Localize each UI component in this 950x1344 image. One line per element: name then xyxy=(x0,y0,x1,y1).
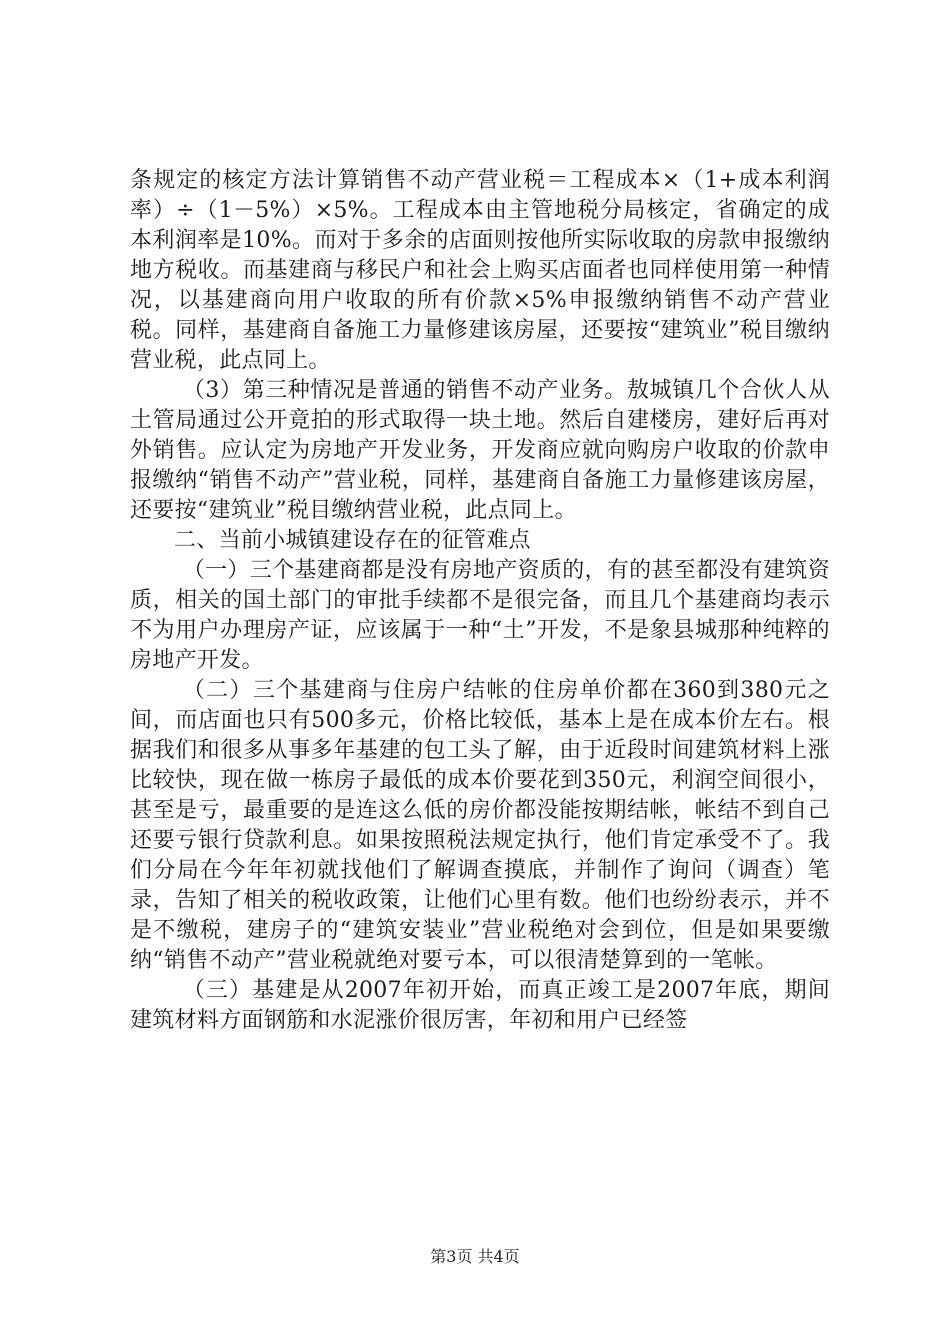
paragraph-difficulty-3: （三）基建是从2007年初开始，而真正竣工是2007年底，期间建筑材料方面钢筋和水泥涨价很厉害，年初和用户已经签 xyxy=(130,978,830,1033)
paragraph-difficulty-2: （二）三个基建商与住房户结帐的住房单价都在360到380元之间，而店面也只有500多元，价格比较低，基本上是在成本价左右。根据我们和很多从事多年基建的包工头了解，由于近段时间建筑材料上涨比较快，现在做一栋房子最低的成本价要花到350元，利润空间很小，甚至是亏，最重要的是连这么低的房价都没能按期结帐，帐结不到自己还要亏银行贷款利息。如果按照税法规定执行，他们肯定承受不了。我们分局在今年年初就找他们了解调查摸底，并制作了询问（调查）笔录，告知了相关的税收政策，让他们心里有数。他们也纷纷表示，并不是不缴税，建房子的“建筑安装业”营业税绝对会到位，但是如果要缴纳“销售不动产”营业税就绝对要亏本，可以很清楚算到的一笔帐。 xyxy=(130,678,830,973)
document-body xyxy=(130,166,830,1036)
paragraph-calculation: 条规定的核定方法计算销售不动产营业税＝工程成本×（1+成本利润率）÷（1－5%）×5%。工程成本由主管地税分局核定，省确定的成本利润率是10%。而对于多余的店面则按他所实际收取的房款申报缴纳地方税收。而基建商与移民户和社会上购买店面者也同样使用第一种情况，以基建商向用户收取的所有价款×5%申报缴纳销售不动产营业税。同样，基建商自备施工力量修建该房屋，还要按“建筑业”税目缴纳营业税，此点同上。 xyxy=(130,168,830,373)
paragraph-difficulty-1: （一）三个基建商都是没有房地产资质的，有的甚至都没有建筑资质，相关的国土部门的审批手续都不是很完备，而且几个基建商均表示不为用户办理房产证，应该属于一种“土”开发，不是象县城那种纯粹的房地产开发。 xyxy=(130,558,830,673)
section-heading-difficulties: 二、当前小城镇建设存在的征管难点 xyxy=(174,528,531,553)
page-number-footer: 第3页 共4页 xyxy=(430,1247,520,1266)
paragraph-case-3: （3）第三种情况是普通的销售不动产业务。敖城镇几个合伙人从土管局通过公开竟拍的形式取得一块土地。然后自建楼房，建好后再对外销售。应认定为房地产开发业务，开发商应就向购房户收取的价款申报缴纳“销售不动产”营业税，同样，基建商自备施工力量修建该房屋，还要按“建筑业”税目缴纳营业税，此点同上。 xyxy=(130,378,830,523)
